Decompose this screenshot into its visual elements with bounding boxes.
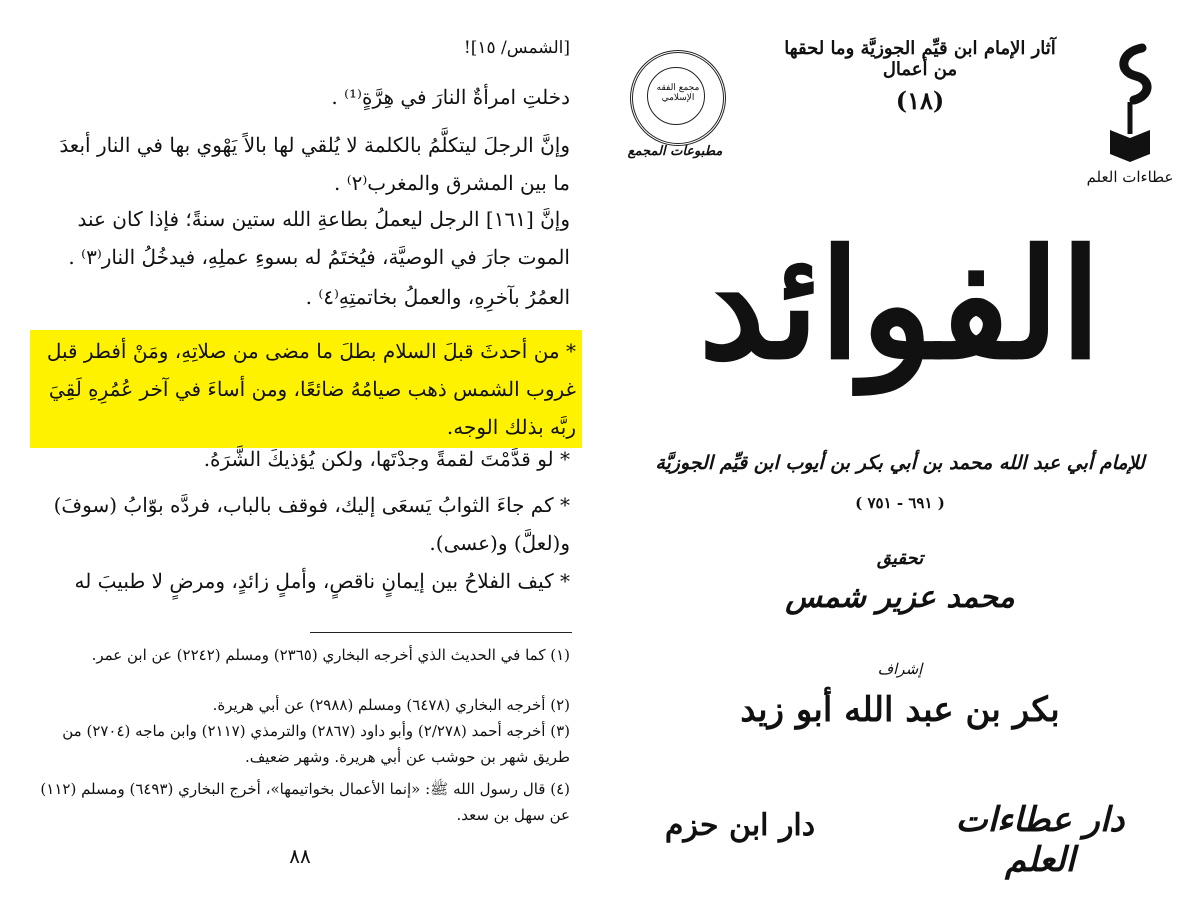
series-number: (١٨) (895, 86, 945, 115)
paragraph: وإنَّ [١٦١] الرجل ليعملُ بطاعةِ الله ستين سنةً؛ فإذا كان عند الموت جارَ في الوصيَّة، فيُختَمُ له بسوءِ عملِهِ، فيدخُلُ النار⁽٣⁾ . (68, 207, 570, 269)
publisher-name: دار ابن حزم (664, 808, 816, 843)
author-dates: ( ٦٩١ - ٧٥١ ) (855, 494, 945, 512)
paragraph: * كم جاءَ الثوابُ يَسعَى إليك، فوقف بالباب، فردَّه بوّابُ (سوفَ) و(لعلَّ) و(عسى). (53, 493, 570, 555)
footnote: (١) كما في الحديث الذي أخرجه البخاري (٢٣٦٥) ومسلم (٢٢٤٢) عن ابن عمر. (91, 646, 570, 664)
editor-name: محمد عزير شمس (785, 580, 1015, 615)
surah-reference: [الشمس/ ١٥]! (463, 38, 570, 58)
footnote-divider (310, 632, 572, 633)
page-number: ٨٨ (289, 844, 311, 868)
author-line: للإمام أبي عبد الله محمد بن أبي بكر بن أيوب ابن قيِّم الجوزيَّة (655, 452, 1145, 474)
publisher-name: دار عطاءات العلم (955, 800, 1125, 880)
series-title: آثار الإمام ابن قيِّم الجوزيَّة وما لحقها من أعمال (784, 38, 1056, 80)
paragraph: وإنَّ الرجلَ ليتكلَّمُ بالكلمة لا يُلقي لها بالاً يَهْوي بها في النار أبعدَ ما بين المشرق والمغرب⁽٢⁾ . (59, 133, 570, 195)
seal-text: مجمع الفقه الإسلامي (656, 83, 700, 103)
ishraf-label: إشراف (877, 660, 923, 678)
footnote: (٣) أخرجه أحمد (٢/٢٧٨) وأبو داود (٢٨٦٧) والترمذي (٢١١٧) وابن ماجه (٢٧٠٤) من طريق شهر بن حوشب عن أبي هريرة. وشهر ضعيف. (62, 722, 570, 766)
paragraph: * لو قدَّمْتَ لقمةً وجدْتَها، ولكن يُؤذيكَ الشَّرَهُ. (203, 447, 570, 471)
paragraph: دخلتِ امرأةٌ النارَ في هِرَّةٍ⁽¹⁾ . (331, 85, 570, 109)
cover-page (600, 0, 1200, 900)
publisher-logo-icon (1080, 38, 1180, 188)
tahqiq-label: تحقيق (876, 548, 924, 569)
logo-caption: عطاءات العلم (1086, 168, 1174, 186)
paragraph: العمُرُ بآخرِهِ، والعملُ بخاتمتِهِ⁽٤⁾ . (305, 285, 570, 309)
footnote: (٢) أخرجه البخاري (٦٤٧٨) ومسلم (٢٩٨٨) عن أبي هريرة. (212, 696, 570, 714)
highlighted-paragraph: * من أحدثَ قبلَ السلام بطلَ ما مضى من صلاتِهِ، ومَنْ أفطر قبل غروب الشمس ذهب صيامُهُ ضائعًا، ومن أساءَ في آخر عُمُرِهِ لَقِيَ ربَّه بذلك الوجه. (30, 330, 582, 448)
supervisor-name: بكر بن عبد الله أبو زيد (740, 690, 1060, 730)
academy-seal-icon (630, 50, 726, 146)
paragraph: * كيف الفلاحُ بين إيمانٍ ناقصٍ، وأملٍ زائدٍ، ومرضٍ لا طبيبَ له (74, 569, 570, 593)
seal-caption: مطبوعات المجمع (627, 144, 723, 159)
footnote: (٤) قال رسول الله ﷺ: «إنما الأعمال بخواتيمها»، أخرج البخاري (٦٤٩٣) ومسلم (١١٢) عن سهل بن سعد. (40, 780, 570, 824)
book-title: الفوائد (698, 217, 1102, 393)
